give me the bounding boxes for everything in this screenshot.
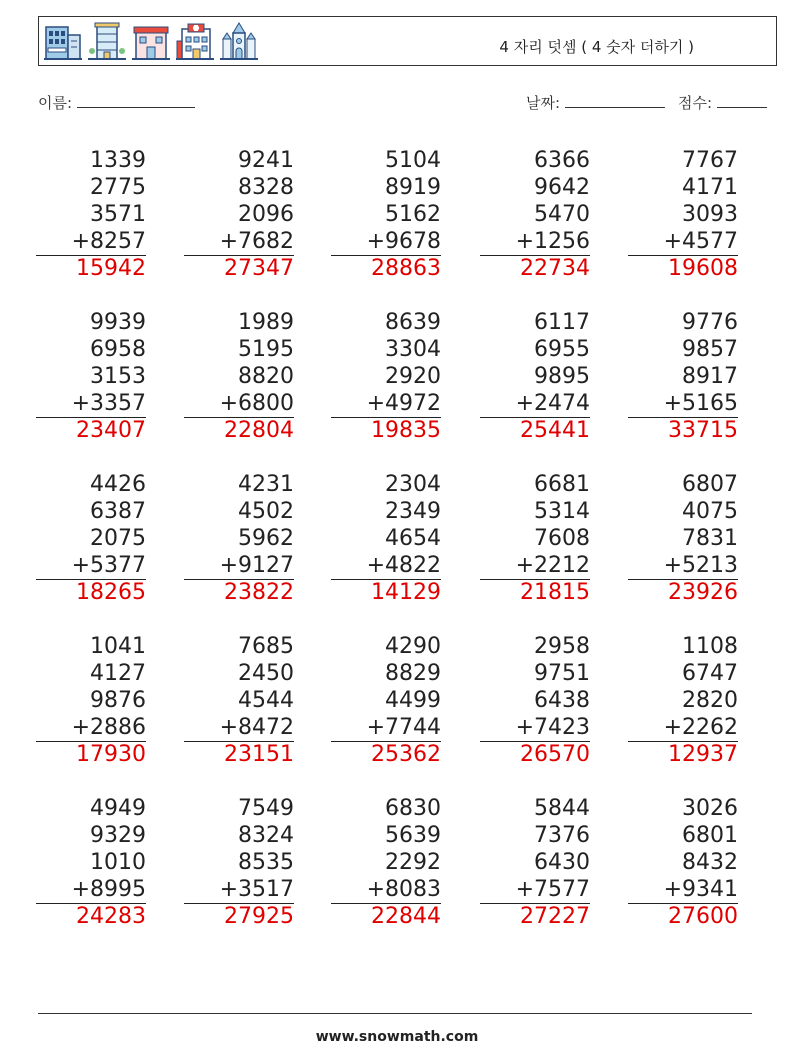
- addition-problem: [184, 471, 294, 607]
- date-label: 날짜:: [526, 94, 561, 112]
- answer: 22734: [480, 255, 590, 283]
- addend: 9642: [534, 175, 590, 200]
- addend: 4426: [90, 472, 146, 497]
- addition-problem: [184, 795, 294, 931]
- addend: 2349: [385, 499, 441, 524]
- addend-with-plus: +1256: [515, 229, 590, 254]
- addend: 1041: [90, 634, 146, 659]
- answer: 19608: [628, 255, 738, 283]
- addition-problem: [331, 471, 441, 607]
- addend-with-plus: +4972: [366, 391, 441, 416]
- addition-problem: [36, 309, 146, 445]
- addend: 6958: [90, 337, 146, 362]
- name-label: 이름:: [38, 94, 73, 112]
- footer-site: www.snowmath.com: [315, 1029, 479, 1045]
- addend: 9776: [682, 310, 738, 335]
- answer: 24283: [36, 903, 146, 931]
- addition-problem: [184, 147, 294, 283]
- addend: 9876: [90, 688, 146, 713]
- answer: 27347: [184, 255, 294, 283]
- addend: 6747: [682, 661, 738, 686]
- addend: 6807: [682, 472, 738, 497]
- addend-with-plus: +2262: [663, 715, 738, 740]
- answer: 18265: [36, 579, 146, 607]
- addend: 8919: [385, 175, 441, 200]
- addend: 7608: [534, 526, 590, 551]
- addend-with-plus: +8257: [71, 229, 146, 254]
- addend-with-plus: +9127: [219, 553, 294, 578]
- addition-problem: [480, 309, 590, 445]
- addend-with-plus: +5377: [71, 553, 146, 578]
- answer: 23407: [36, 417, 146, 445]
- addend-with-plus: +8472: [219, 715, 294, 740]
- addend: 3153: [90, 364, 146, 389]
- addition-problem: [36, 795, 146, 931]
- addend: 9751: [534, 661, 590, 686]
- addend: 4127: [90, 661, 146, 686]
- addend: 8820: [238, 364, 294, 389]
- addend: 4544: [238, 688, 294, 713]
- answer: 27925: [184, 903, 294, 931]
- addend: 9329: [90, 823, 146, 848]
- addend: 2775: [90, 175, 146, 200]
- addend: 2096: [238, 202, 294, 227]
- addend: 6438: [534, 688, 590, 713]
- addend: 8328: [238, 175, 294, 200]
- addend: 5314: [534, 499, 590, 524]
- answer: 23822: [184, 579, 294, 607]
- addition-problem: [36, 147, 146, 283]
- addend: 5104: [385, 148, 441, 173]
- addend: 5844: [534, 796, 590, 821]
- answer: 26570: [480, 741, 590, 769]
- addend: 2958: [534, 634, 590, 659]
- addend: 9895: [534, 364, 590, 389]
- addend: 1339: [90, 148, 146, 173]
- addend: 7831: [682, 526, 738, 551]
- addend-with-plus: +2474: [515, 391, 590, 416]
- addition-problem: [628, 309, 738, 445]
- answer: 25441: [480, 417, 590, 445]
- addend: 4499: [385, 688, 441, 713]
- addend-with-plus: +4822: [366, 553, 441, 578]
- addend: 7376: [534, 823, 590, 848]
- addition-problem: [480, 471, 590, 607]
- addend: 4075: [682, 499, 738, 524]
- addition-problem: [628, 147, 738, 283]
- addend-with-plus: +3357: [71, 391, 146, 416]
- addend: 7549: [238, 796, 294, 821]
- addend-with-plus: +9341: [663, 877, 738, 902]
- addition-problem: [480, 795, 590, 931]
- addition-problem: [331, 633, 441, 769]
- addend: 8535: [238, 850, 294, 875]
- addend: 4231: [238, 472, 294, 497]
- answer: 33715: [628, 417, 738, 445]
- addend-with-plus: +5213: [663, 553, 738, 578]
- addend: 8432: [682, 850, 738, 875]
- addend-with-plus: +2212: [515, 553, 590, 578]
- addend: 5195: [238, 337, 294, 362]
- addend: 7767: [682, 148, 738, 173]
- addition-problem: [628, 471, 738, 607]
- answer: 17930: [36, 741, 146, 769]
- addend: 5162: [385, 202, 441, 227]
- addend: 5962: [238, 526, 294, 551]
- addend: 8639: [385, 310, 441, 335]
- addend: 2450: [238, 661, 294, 686]
- answer: 27600: [628, 903, 738, 931]
- addend: 3093: [682, 202, 738, 227]
- addend: 4949: [90, 796, 146, 821]
- addend-with-plus: +8083: [366, 877, 441, 902]
- addition-problem: [480, 633, 590, 769]
- addend: 7685: [238, 634, 294, 659]
- addend-with-plus: +2886: [71, 715, 146, 740]
- addend: 9857: [682, 337, 738, 362]
- addend-with-plus: +7577: [515, 877, 590, 902]
- addend: 2820: [682, 688, 738, 713]
- answer: 27227: [480, 903, 590, 931]
- addend-with-plus: +6800: [219, 391, 294, 416]
- addend: 3304: [385, 337, 441, 362]
- addend: 5639: [385, 823, 441, 848]
- addend: 2920: [385, 364, 441, 389]
- answer: 21815: [480, 579, 590, 607]
- addition-problem: [628, 633, 738, 769]
- addend-with-plus: +7423: [515, 715, 590, 740]
- addend: 6117: [534, 310, 590, 335]
- addend: 4290: [385, 634, 441, 659]
- addition-problem: [36, 633, 146, 769]
- addition-problem: [331, 795, 441, 931]
- addend: 6387: [90, 499, 146, 524]
- addition-problem: [331, 147, 441, 283]
- addend: 9939: [90, 310, 146, 335]
- answer: 22804: [184, 417, 294, 445]
- addend: 3571: [90, 202, 146, 227]
- answer: 23151: [184, 741, 294, 769]
- footer-divider: [38, 1013, 752, 1014]
- addend: 6830: [385, 796, 441, 821]
- addend: 3026: [682, 796, 738, 821]
- addend-with-plus: +5165: [663, 391, 738, 416]
- addend: 2075: [90, 526, 146, 551]
- addend: 1989: [238, 310, 294, 335]
- answer: 12937: [628, 741, 738, 769]
- addend-with-plus: +7744: [366, 715, 441, 740]
- answer: 14129: [331, 579, 441, 607]
- addend: 8917: [682, 364, 738, 389]
- addend-with-plus: +7682: [219, 229, 294, 254]
- addend: 9241: [238, 148, 294, 173]
- answer: 25362: [331, 741, 441, 769]
- addend: 2292: [385, 850, 441, 875]
- addend: 4654: [385, 526, 441, 551]
- addition-problem: [184, 309, 294, 445]
- addend: 2304: [385, 472, 441, 497]
- addition-problem: [628, 795, 738, 931]
- addend: 8324: [238, 823, 294, 848]
- addition-problem: [480, 147, 590, 283]
- worksheet-title: 4 자리 덧셈 ( 4 숫자 더하기 ): [499, 38, 694, 56]
- addend: 8829: [385, 661, 441, 686]
- addition-problem: [36, 471, 146, 607]
- answer: 28863: [331, 255, 441, 283]
- addend: 6681: [534, 472, 590, 497]
- addition-problem: [331, 309, 441, 445]
- addend: 5470: [534, 202, 590, 227]
- addend-with-plus: +3517: [219, 877, 294, 902]
- addend: 6801: [682, 823, 738, 848]
- answer: 22844: [331, 903, 441, 931]
- addition-problem: [184, 633, 294, 769]
- addend-with-plus: +9678: [366, 229, 441, 254]
- answer: 19835: [331, 417, 441, 445]
- addend-with-plus: +4577: [663, 229, 738, 254]
- addend: 1010: [90, 850, 146, 875]
- addend: 6366: [534, 148, 590, 173]
- addend: 4502: [238, 499, 294, 524]
- addend: 6955: [534, 337, 590, 362]
- score-label: 점수:: [678, 94, 713, 112]
- addend: 4171: [682, 175, 738, 200]
- addend-with-plus: +8995: [71, 877, 146, 902]
- addend: 6430: [534, 850, 590, 875]
- addend: 1108: [682, 634, 738, 659]
- answer: 15942: [36, 255, 146, 283]
- answer: 23926: [628, 579, 738, 607]
